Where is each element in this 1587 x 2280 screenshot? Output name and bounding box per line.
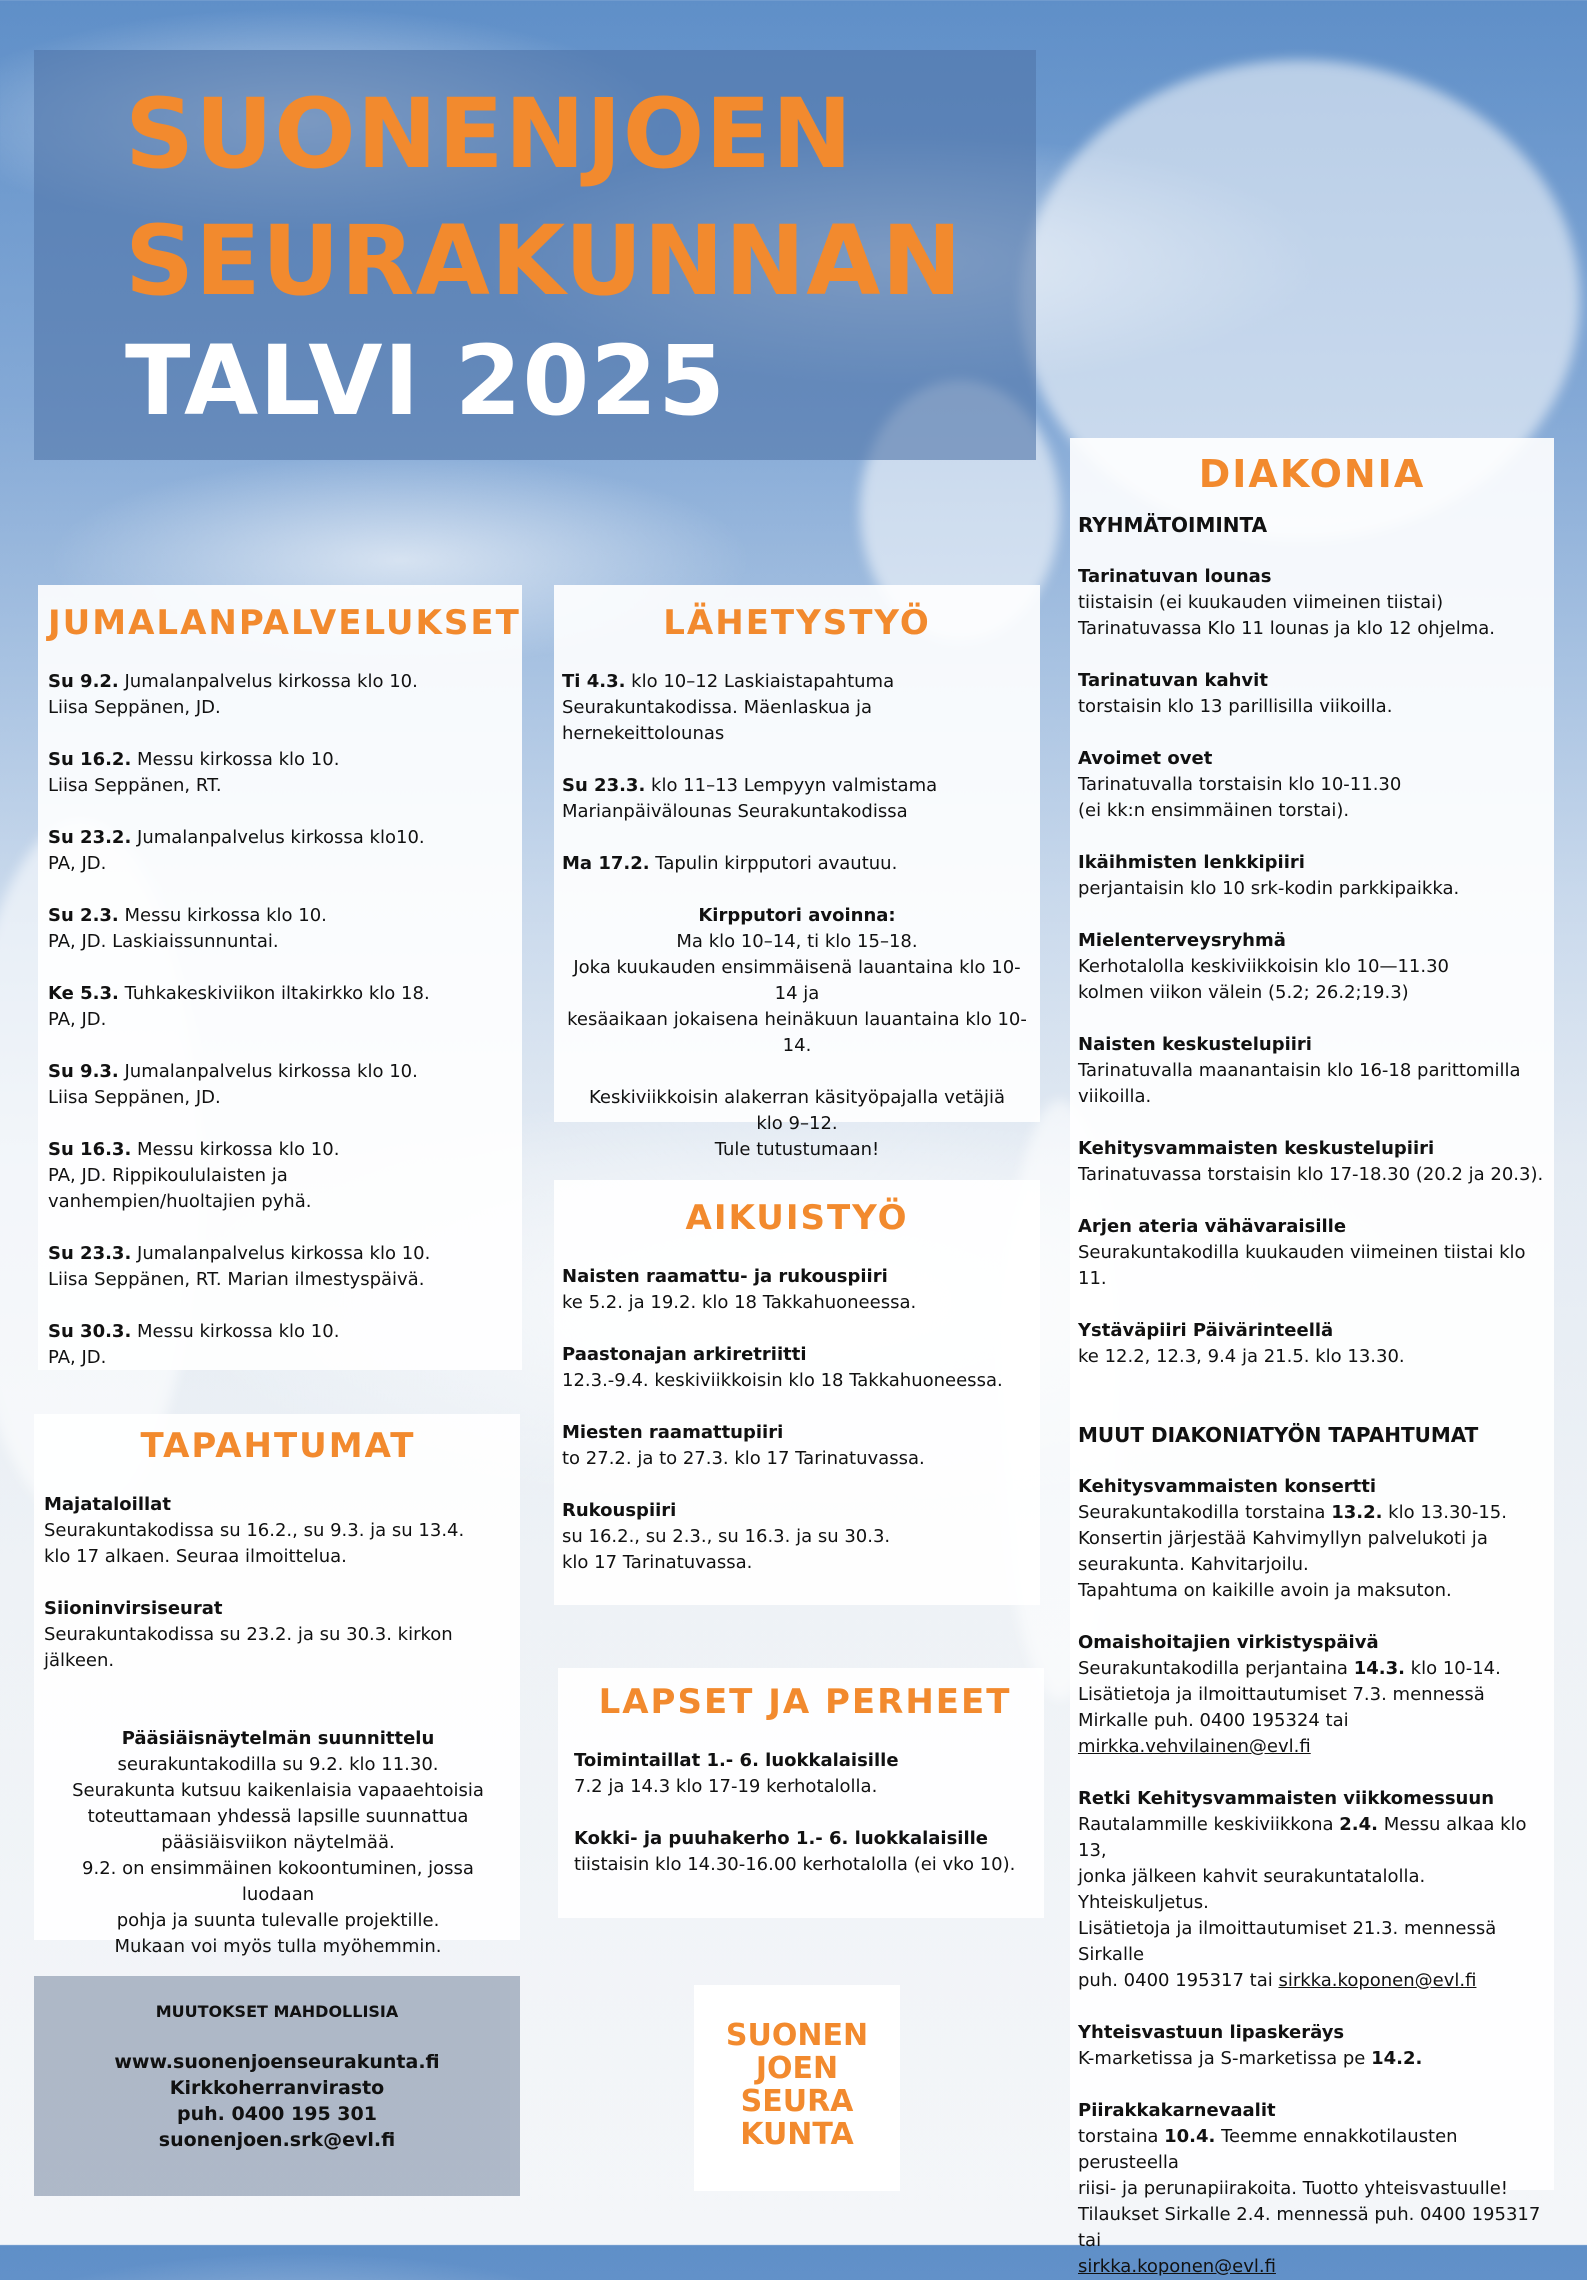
event-detail: Seurakuntakodissa su 16.2., su 9.3. ja su 13.4. (44, 1520, 465, 1541)
office-name: Kirkkoherranvirasto (169, 2077, 385, 2099)
list-item (562, 773, 1032, 825)
paasiainen-title: Pääsiäisnäytelmän suunnittelu (121, 1728, 435, 1749)
event-name: Kehitysvammaisten konsertti (1078, 1476, 1377, 1497)
subsection-title: RYHMÄTOIMINTA (1078, 513, 1268, 537)
event-date: 13.2. (1331, 1502, 1383, 1523)
event-detail: Tapahtuma on kaikille avoin ja maksuton. (1078, 1580, 1452, 1601)
event-detail: Messu alkaa klo 13, (1078, 1814, 1527, 1861)
panel-lahetystyo (554, 585, 1040, 1160)
event-name: Siioninvirsiseurat (44, 1598, 223, 1619)
office-phone: puh. 0400 195 301 (177, 2103, 377, 2125)
section-title-lapset: LAPSET JA PERHEET (598, 1682, 1012, 1722)
kirpputori-line: kesäaikaan jokaisena heinäkuun lauantaina klo 10-14. (567, 1009, 1027, 1056)
service-detail: Liisa Seppänen, RT. (48, 775, 222, 796)
event-detail: Seurakuntakodilla torstaina (1078, 1502, 1332, 1523)
service-detail: PA, JD. (48, 1347, 107, 1368)
group-detail: Kerhotalolla keskiviikkoisin klo 10—11.30 (1078, 956, 1449, 977)
event-detail: puh. 0400 195317 tai (1078, 1970, 1279, 1991)
list-item (1078, 1136, 1546, 1188)
service-text: Jumalanpalvelus kirkossa klo 10. (131, 1243, 431, 1264)
paasiainen-info (44, 1726, 512, 1960)
paasiainen-line: 9.2. on ensimmäinen kokoontuminen, jossa luodaan (82, 1858, 474, 1905)
group-detail: klo 17 Tarinatuvassa. (562, 1552, 753, 1573)
group-detail: Tarinatuvassa torstaisin klo 17-18.30 (20.2 ja 20.3). (1078, 1164, 1544, 1185)
panel-lapset-ja-perheet (558, 1668, 1044, 1918)
page-title-line2: SEURAKUNNAN (125, 205, 963, 317)
group-detail: viikoilla. (1078, 1086, 1152, 1107)
group-name: Tarinatuvan kahvit (1078, 670, 1268, 691)
list-item (48, 981, 512, 1033)
service-date: Su 16.2. (48, 749, 132, 770)
logo-text: JOEN (755, 2051, 839, 2086)
email-link[interactable]: sirkka.koponen@evl.fi (1078, 2256, 1276, 2277)
list-item (48, 825, 512, 877)
kirpputori-line: Ma klo 10–14, ti klo 15–18. (676, 931, 918, 952)
list-item (48, 1059, 512, 1111)
service-list (48, 669, 512, 1371)
service-date: Su 30.3. (48, 1321, 132, 1342)
event-detail: klo 13.30-15. (1382, 1502, 1507, 1523)
event-date: Ti 4.3. (562, 671, 626, 692)
event-text: klo 11–13 Lempyyn valmistama (645, 775, 938, 796)
list-item (562, 669, 1032, 747)
section-title-diakonia: DIAKONIA (1198, 452, 1426, 496)
group-name: Mielenterveysryhmä (1078, 930, 1286, 951)
list-item (48, 903, 512, 955)
event-detail: Seurakuntakodissa. Mäenlaskua ja hernekeittolounas (562, 697, 873, 744)
service-detail: Liisa Seppänen, JD. (48, 697, 221, 718)
group-detail: perjantaisin klo 10 srk-kodin parkkipaikka. (1078, 878, 1460, 899)
list-item (1078, 850, 1546, 902)
service-detail: PA, JD. Rippikoululaisten ja (48, 1165, 288, 1186)
website-link[interactable]: www.suonenjoenseurakunta.fi (114, 2051, 440, 2073)
group-detail: torstaisin klo 13 parillisilla viikoilla. (1078, 696, 1393, 717)
group-detail: tiistaisin klo 14.30-16.00 kerhotalolla (ei vko 10). (574, 1854, 1016, 1875)
section-title-tapahtumat: TAPAHTUMAT (140, 1426, 416, 1466)
panel-tapahtumat (34, 1414, 520, 1957)
list-item (48, 669, 512, 721)
group-name: Arjen ateria vähävaraisille (1078, 1216, 1347, 1237)
group-name: Toimintaillat 1.- 6. luokkalaisille (574, 1750, 899, 1771)
event-detail: torstaina (1078, 2126, 1165, 2147)
group-detail: 7.2 ja 14.3 klo 17-19 kerhotalolla. (574, 1776, 878, 1797)
service-detail: PA, JD. (48, 853, 107, 874)
list-item (44, 1492, 512, 1570)
list-item (1078, 928, 1546, 1006)
list-item (562, 1264, 1032, 1316)
event-name: Piirakkakarnevaalit (1078, 2100, 1276, 2121)
list-item (562, 851, 1032, 877)
logo-text: SUONEN (725, 2018, 869, 2053)
service-text: Jumalanpalvelus kirkossa klo 10. (118, 671, 418, 692)
group-detail: Seurakuntakodilla kuukauden viimeinen tiistai klo 11. (1078, 1242, 1526, 1289)
group-name: Miesten raamattupiiri (562, 1422, 784, 1443)
group-detail: Tarinatuvalla maanantaisin klo 16-18 parittomilla (1078, 1060, 1521, 1081)
event-text: Tapulin kirpputori avautuu. (649, 853, 898, 874)
event-detail: Rautalammille keskiviikkona (1078, 1814, 1340, 1835)
panel-jumalanpalvelukset (38, 585, 522, 1370)
group-detail: 12.3.-9.4. keskiviikkoisin klo 18 Takkahuoneessa. (562, 1370, 1003, 1391)
list-item (48, 1241, 512, 1293)
group-name: Naisten keskustelupiiri (1078, 1034, 1312, 1055)
group-detail: (ei kk:n ensimmäinen torstai). (1078, 800, 1350, 821)
list-item (44, 1596, 512, 1674)
service-date: Su 9.3. (48, 1061, 119, 1082)
page-title-line1: SUONENJOEN (125, 78, 854, 190)
service-date: Su 16.3. (48, 1139, 132, 1160)
service-date: Su 23.3. (48, 1243, 132, 1264)
contact-box (34, 1976, 520, 2196)
event-name: Retki Kehitysvammaisten viikkomessuun (1078, 1788, 1495, 1809)
service-detail: PA, JD. (48, 1009, 107, 1030)
event-name: Majataloillat (44, 1494, 171, 1515)
event-detail: Teemme ennakkotilausten perusteella (1078, 2126, 1458, 2173)
kasityo-info (562, 1085, 1032, 1163)
paasiainen-line: Seurakunta kutsuu kaikenlaisia vapaaehtoisia (72, 1780, 484, 1801)
group-name: Avoimet ovet (1078, 748, 1213, 769)
list-item (48, 1319, 512, 1371)
paasiainen-line: seurakuntakodilla su 9.2. klo 11.30. (117, 1754, 439, 1775)
event-date: 14.3. (1353, 1658, 1405, 1679)
event-text: klo 10–12 Laskiaistapahtuma (625, 671, 895, 692)
kasityo-line: Keskiviikkoisin alakerran käsityöpajalla vetäjiä (588, 1087, 1006, 1108)
event-detail: Mirkalle puh. 0400 195324 tai (1078, 1710, 1349, 1731)
event-date: Su 23.3. (562, 775, 646, 796)
list-item (1078, 2098, 1546, 2280)
service-text: Tuhkakeskiviikon iltakirkko klo 18. (118, 983, 430, 1004)
group-name: Ystäväpiiri Päivärinteellä (1078, 1320, 1334, 1341)
group-detail: ke 5.2. ja 19.2. klo 18 Takkahuoneessa. (562, 1292, 917, 1313)
event-detail: Konsertin järjestää Kahvimyllyn palvelukoti ja (1078, 1528, 1488, 1549)
service-date: Su 23.2. (48, 827, 132, 848)
kasityo-line: Tule tutustumaan! (714, 1139, 880, 1160)
event-detail: Lisätietoja ja ilmoittautumiset 21.3. mennessä Sirkalle (1078, 1918, 1497, 1965)
list-item (1078, 746, 1546, 824)
list-item (562, 1420, 1032, 1472)
logo-text: KUNTA (740, 2117, 854, 2152)
list-item (1078, 1630, 1546, 1760)
service-detail: Liisa Seppänen, JD. (48, 1087, 221, 1108)
event-detail: seurakunta. Kahvitarjoilu. (1078, 1554, 1309, 1575)
event-name: Yhteisvastuun lipaskeräys (1078, 2022, 1345, 2043)
event-date: Ma 17.2. (562, 853, 650, 874)
event-detail: Tilaukset Sirkalle 2.4. mennessä puh. 0400 195317 tai (1078, 2204, 1541, 2251)
event-date: 2.4. (1339, 1814, 1378, 1835)
list-item (1078, 2020, 1546, 2072)
group-detail: ke 12.2, 12.3, 9.4 ja 21.5. klo 13.30. (1078, 1346, 1405, 1367)
event-detail: Seurakuntakodissa su 23.2. ja su 30.3. kirkon jälkeen. (44, 1624, 453, 1671)
group-detail: tiistaisin (ei kuukauden viimeinen tiistai) (1078, 592, 1444, 613)
parish-logo (694, 1985, 900, 2191)
subsection-title: MUUT DIAKONIATYÖN TAPAHTUMAT (1078, 1423, 1479, 1447)
paasiainen-line: Mukaan voi myös tulla myöhemmin. (114, 1936, 442, 1957)
event-detail: klo 10-14. (1404, 1658, 1501, 1679)
section-title-aikuistyo: AIKUISTYÖ (685, 1198, 909, 1238)
email-link[interactable]: mirkka.vehvilainen@evl.fi (1078, 1736, 1311, 1757)
service-text: Messu kirkossa klo 10. (131, 1139, 340, 1160)
group-name: Naisten raamattu- ja rukouspiiri (562, 1266, 888, 1287)
event-detail: klo 17 alkaen. Seuraa ilmoittelua. (44, 1546, 347, 1567)
group-detail: kolmen viikon välein (5.2; 26.2;19.3) (1078, 982, 1409, 1003)
office-email[interactable]: suonenjoen.srk@evl.fi (158, 2129, 396, 2151)
group-name: Ikäihmisten lenkkipiiri (1078, 852, 1305, 873)
group-detail: to 27.2. ja to 27.3. klo 17 Tarinatuvassa. (562, 1448, 925, 1469)
list-item (1078, 564, 1546, 642)
service-text: Messu kirkossa klo 10. (118, 905, 327, 926)
service-date: Ke 5.3. (48, 983, 119, 1004)
list-item (1078, 668, 1546, 720)
group-name: Kehitysvammaisten keskustelupiiri (1078, 1138, 1435, 1159)
service-text: Jumalanpalvelus kirkossa klo10. (131, 827, 425, 848)
group-detail: su 16.2., su 2.3., su 16.3. ja su 30.3. (562, 1526, 891, 1547)
service-text: Jumalanpalvelus kirkossa klo 10. (118, 1061, 418, 1082)
list-item (1078, 1786, 1546, 1994)
event-date: 14.2. (1371, 2048, 1423, 2069)
kirpputori-title: Kirpputori avoinna: (698, 905, 896, 926)
changes-note: MUUTOKSET MAHDOLLISIA (155, 2002, 399, 2021)
paasiainen-line: pääsiäisviikon näytelmää. (161, 1832, 395, 1853)
panel-aikuistyo (554, 1180, 1040, 1605)
kirpputori-info (562, 903, 1032, 1059)
service-text: Messu kirkossa klo 10. (131, 749, 340, 770)
list-item (1078, 1214, 1546, 1292)
event-date: 10.4. (1164, 2126, 1216, 2147)
paasiainen-line: toteuttamaan yhdessä lapsille suunnattua (87, 1806, 469, 1827)
list-item (48, 747, 512, 799)
event-detail: K-marketissa ja S-marketissa pe (1078, 2048, 1372, 2069)
group-name: Rukouspiiri (562, 1500, 677, 1521)
service-date: Su 2.3. (48, 905, 119, 926)
kasityo-line: klo 9–12. (756, 1113, 838, 1134)
service-text: Messu kirkossa klo 10. (131, 1321, 340, 1342)
list-item (1078, 1318, 1546, 1370)
logo-text: SEURA (740, 2084, 854, 2119)
kirpputori-line: Joka kuukauden ensimmäisenä lauantaina klo 10-14 ja (573, 957, 1021, 1004)
event-detail: jonka jälkeen kahvit seurakuntatalolla. Yhteiskuljetus. (1078, 1866, 1426, 1913)
email-link[interactable]: sirkka.koponen@evl.fi (1278, 1970, 1477, 1991)
list-item (574, 1748, 1036, 1800)
page-title-line3: TALVI 2025 (125, 325, 726, 437)
list-item (48, 1137, 512, 1215)
section-title-lahetystyo: LÄHETYSTYÖ (663, 603, 931, 643)
group-name: Paastonajan arkiretriitti (562, 1344, 807, 1365)
event-detail: Seurakuntakodilla perjantaina (1078, 1658, 1354, 1679)
section-title-jumalanpalvelukset: JUMALANPALVELUKSET (48, 603, 521, 643)
list-item (574, 1826, 1036, 1878)
service-detail: Liisa Seppänen, RT. Marian ilmestyspäivä. (48, 1269, 425, 1290)
service-detail: PA, JD. Laskiaissunnuntai. (48, 931, 279, 952)
list-item (1078, 1032, 1546, 1110)
list-item (562, 1342, 1032, 1394)
event-detail: Marianpäivälounas Seurakuntakodissa (562, 801, 908, 822)
event-detail: Lisätietoja ja ilmoittautumiset 7.3. mennessä (1078, 1684, 1485, 1705)
panel-diakonia (1070, 438, 1554, 2277)
paasiainen-line: pohja ja suunta tulevalle projektille. (116, 1910, 440, 1931)
group-detail: Tarinatuvassa Klo 11 lounas ja klo 12 ohjelma. (1078, 618, 1495, 639)
list-item (1078, 1474, 1546, 1604)
service-detail: vanhempien/huoltajien pyhä. (48, 1191, 312, 1212)
service-date: Su 9.2. (48, 671, 119, 692)
group-name: Tarinatuvan lounas (1078, 566, 1272, 587)
group-detail: Tarinatuvalla torstaisin klo 10-11.30 (1078, 774, 1402, 795)
event-name: Omaishoitajien virkistyspäivä (1078, 1632, 1379, 1653)
list-item (562, 1498, 1032, 1576)
group-name: Kokki- ja puuhakerho 1.- 6. luokkalaisille (574, 1828, 989, 1849)
event-detail: riisi- ja perunapiirakoita. Tuotto yhteisvastuulle! (1078, 2178, 1509, 2199)
